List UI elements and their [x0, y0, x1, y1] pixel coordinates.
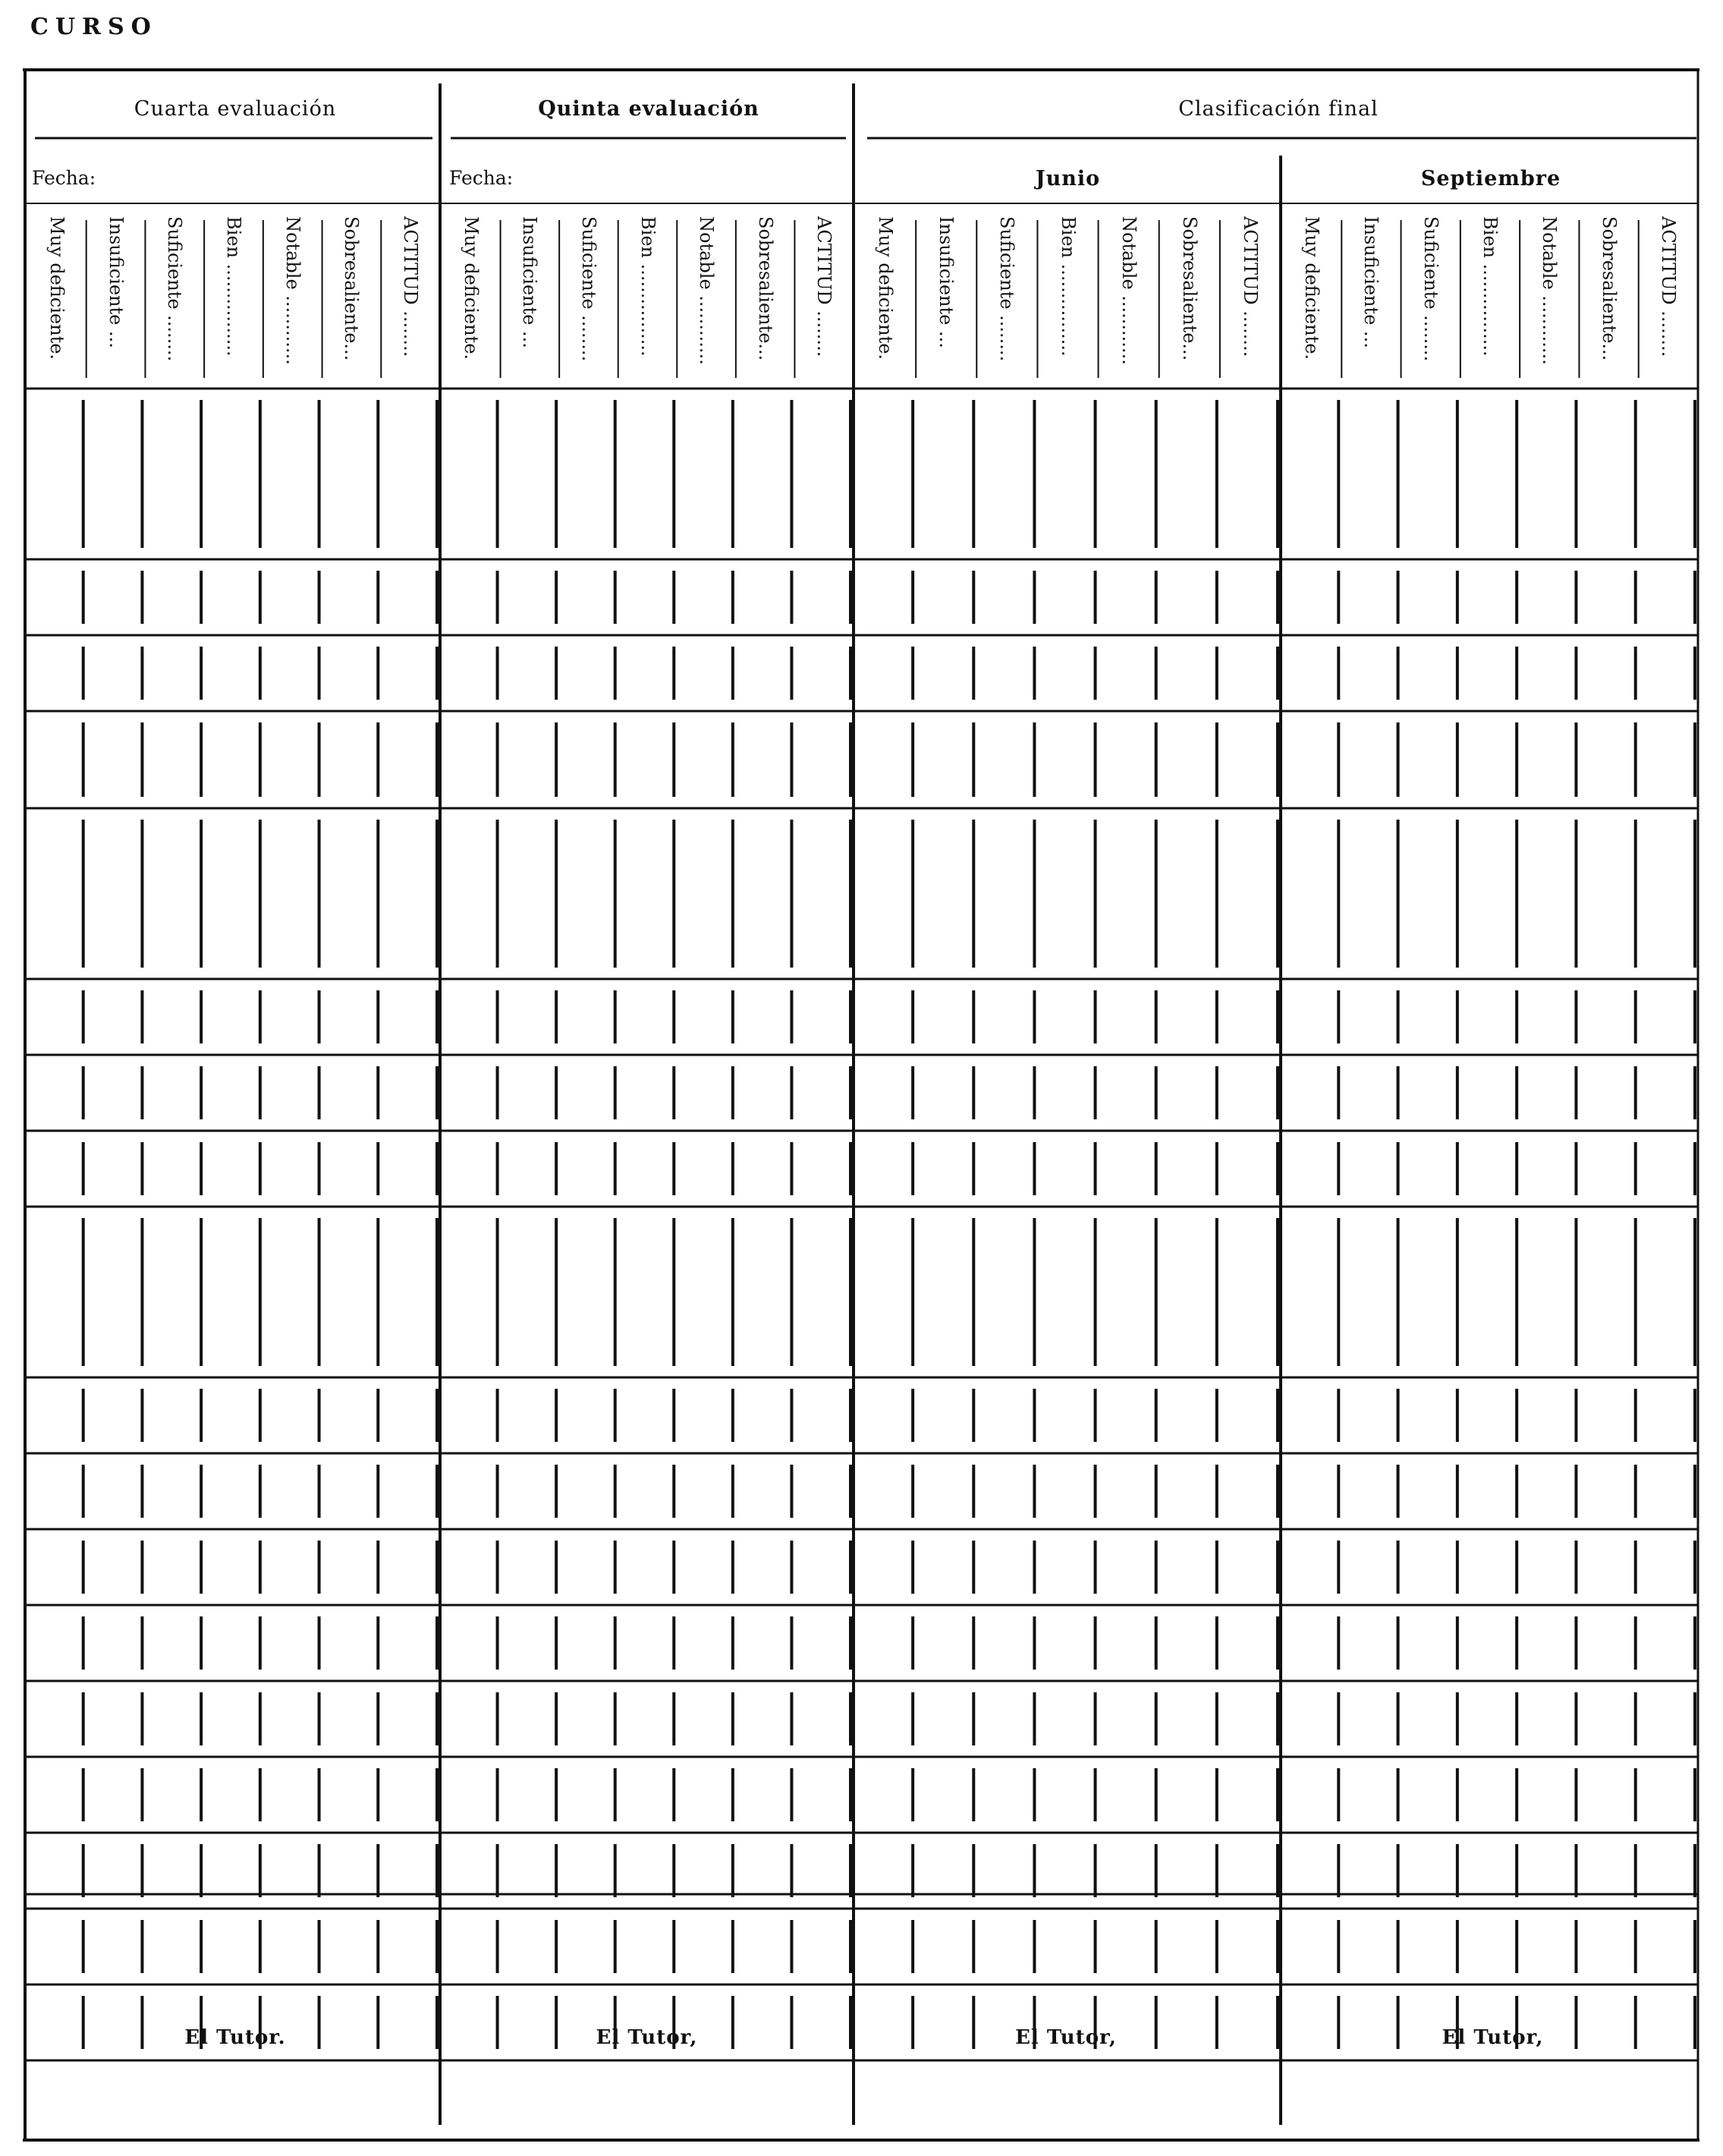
grade-column-label: Suficiente ........: [996, 216, 1018, 362]
quinta-fecha-label: Fecha:: [449, 167, 514, 189]
grade-column-label: Sobresaliente...: [754, 216, 776, 361]
grade-column-label: Insuficiente ...: [1360, 216, 1382, 348]
septiembre-header: Septiembre: [1420, 167, 1561, 190]
grade-column-label: Muy deficiente.: [460, 216, 482, 360]
grade-column-label: Bien ................: [637, 216, 659, 357]
clasificacion-final-header: Clasificación final: [1178, 97, 1379, 121]
grade-column-label: Notable ............: [1539, 216, 1561, 365]
grade-column-label: Notable ............: [696, 216, 718, 365]
grade-column-label: ACTITUD ........: [813, 216, 835, 357]
grade-column-label: Muy deficiente.: [46, 216, 68, 360]
tutor-signature-septiembre: El Tutor,: [1442, 2026, 1544, 2049]
grade-column-label: Bien ................: [1479, 216, 1501, 357]
grade-column-label: Suficiente ........: [1420, 216, 1442, 362]
grade-column-label: Bien ................: [1057, 216, 1079, 357]
curso-title: CURSO: [30, 14, 158, 40]
cuarta-fecha-label: Fecha:: [32, 167, 96, 189]
quinta-evaluacion-header: Quinta evaluación: [538, 97, 759, 121]
grade-column-label: Muy deficiente.: [1301, 216, 1323, 360]
grade-column-label: Sobresaliente...: [341, 216, 363, 361]
grade-column-label: Muy deficiente.: [875, 216, 897, 360]
grade-column-label: Insuficiente ...: [105, 216, 127, 348]
grade-column-label: Suficiente ........: [577, 216, 599, 362]
grade-column-label: Insuficiente ...: [519, 216, 541, 348]
grade-column-label: Sobresaliente...: [1178, 216, 1200, 361]
tutor-signature-cuarta: El Tutor.: [184, 2026, 286, 2049]
grade-column-label: Notable ............: [1118, 216, 1140, 365]
grade-column-label: ACTITUD ........: [1239, 216, 1261, 357]
tutor-signature-quinta: El Tutor,: [596, 2026, 698, 2049]
grade-column-label: Bien ................: [223, 216, 244, 357]
cuarta-evaluacion-header: Cuarta evaluación: [134, 97, 337, 121]
grade-column-label: Sobresaliente...: [1598, 216, 1620, 361]
tutor-signature-junio: El Tutor,: [1015, 2026, 1117, 2049]
junio-header: Junio: [1035, 167, 1101, 190]
grade-column-label: ACTITUD ........: [400, 216, 422, 357]
grade-column-label: Notable ............: [281, 216, 303, 365]
grade-column-label: Insuficiente ...: [935, 216, 957, 348]
grade-column-label: ACTITUD ........: [1657, 216, 1679, 357]
grade-column-label: Suficiente ........: [164, 216, 186, 362]
